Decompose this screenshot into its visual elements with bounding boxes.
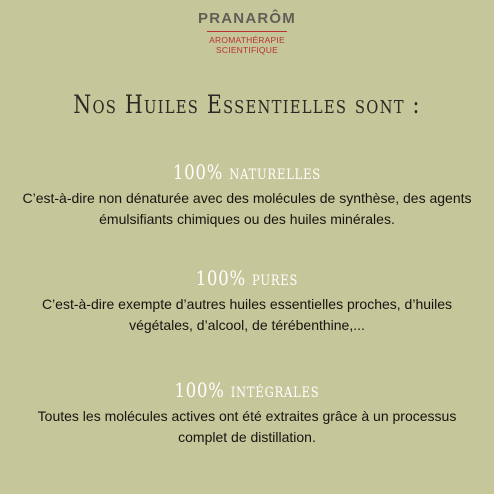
feature-title: 100% intégrales — [174, 378, 320, 402]
page-headline: Nos Huiles Essentielles sont : — [73, 90, 421, 119]
brand-tagline-line2: SCIENTIFIQUE — [216, 45, 278, 55]
feature-description: C’est-à-dire non dénaturée avec des molécules de synthèse, des agents émulsifiants chimiques ou des huiles minérales. — [22, 190, 472, 227]
feature-description: Toutes les molécules actives ont été extraites grâce à un processus complet de distillation. — [37, 408, 457, 445]
feature-description: C’est-à-dire exempte d’autres huiles essentielles proches, d’huiles végétales, d’alcool, de térébenthine,... — [41, 296, 453, 333]
feature-block-integrales — [0, 378, 494, 448]
brand-logo — [0, 10, 494, 55]
brand-name: PRANARÔM — [198, 10, 296, 27]
feature-block-naturelles — [0, 160, 494, 230]
feature-block-pures — [0, 266, 494, 336]
logo-divider — [207, 31, 287, 32]
brand-tagline-line1: AROMATHÉRAPIE — [209, 35, 285, 45]
feature-title: 100% naturelles — [173, 160, 321, 184]
feature-title: 100% pures — [195, 266, 299, 290]
